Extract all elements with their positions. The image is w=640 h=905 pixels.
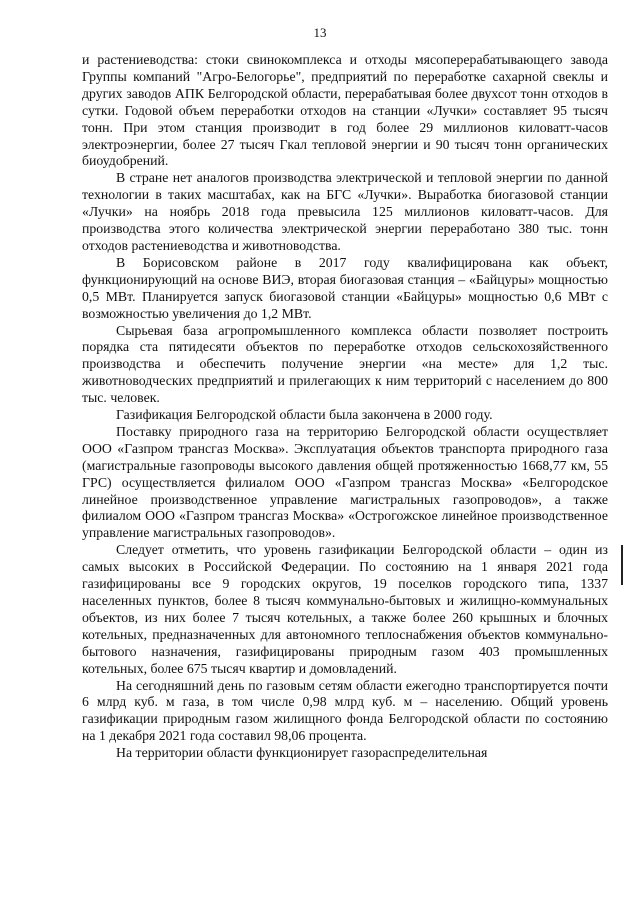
paragraph-gasification-completed: Газификация Белгородской области была закончена в 2000 году. [116, 407, 493, 423]
paragraph-gasification-level: Следует отметить, что уровень газификации Белгородской области – один из самых высоких в Российской Федерации. По состоянию на 1 января 2021 года газифицированы все 9 городских округов, 19 поселков городского типа, 1337 населенных пунктов, более 8 тысяч коммунально-бытовых и жилищно-коммунальных объектов, из них более 7 тысяч котельных, а также более 260 крышных и блочных котельных, предназначенных для автономного теплоснабжения объектов коммунально-бытового назначения, газифицированы природным газом 403 промышленных котельных, более 675 тысяч квартир и домовладений. [82, 542, 608, 676]
paragraph-raw-material-base: Сырьевая база агропромышленного комплекса области позволяет построить порядка ста пятидесяти объектов по переработке отходов сельскохозяйственного производства и обеспечить получение энергии «на месте» для 1,2 тыс. животноводческих предприятий и прилегающих к ним территорий с населением до 800 тыс. человек. [82, 322, 608, 406]
page-number: 13 [313, 25, 327, 40]
paragraph-stations-waste: и растениеводства: стоки свинокомплекса и отходы мясоперерабатывающего завода Группы компаний "Агро-Белогорье", предприятий по переработке сахарной свеклы и других заводов АПК Белгородской области, перерабатывая более двухсот тонн отходов в сутки. Годовой объем переработки отходов на станции «Лучки» составляет 95 тысяч тонн. При этом станция производит в год более 29 миллионов киловатт-часов электроэнергии, более 27 тысяч Гкал тепловой энергии и 90 тысяч тонн органических биоудобрений. [82, 52, 608, 169]
paragraph-gas-distribution: На территории области функционирует газораспределительная [116, 745, 488, 761]
margin-mark [621, 545, 623, 585]
paragraph-gas-transport-volume: На сегодняшний день по газовым сетям области ежегодно транспортируется почти 6 млрд куб. м газа, в том числе 0,98 млрд куб. м – населению. Общий уровень газификации природным газом жилищного фонда Белгородской области по состоянию на 1 декабря 2021 года составил 98,06 процента. [82, 677, 608, 744]
document-body [82, 52, 608, 762]
paragraph-no-analogues: В стране нет аналогов производства электрической и тепловой энергии по данной технологии в таких масштабах, как на БГС «Лучки». Выработка биогазовой станции «Лучки» на ноябрь 2018 года превысила 125 миллионов киловатт-часов. Для производства этого количества электрической энергии переработано 380 тыс. тонн отходов растениеводства и животноводства. [82, 170, 608, 253]
paragraph-gas-supply: Поставку природного газа на территорию Белгородской области осуществляет ООО «Газпром трансгаз Москва». Эксплуатация объектов транспорта природного газа (магистральные газопроводы высокого давления общей протяженностью 1668,77 км, 55 ГРС) осуществляется филиалом ООО «Газпром трансгаз Москва» «Белгородское линейное производственное управление магистральных газопроводов», а также филиалом ООО «Газпром трансгаз Москва» «Острогожское линейное производственное управление магистральных газопроводов». [82, 423, 608, 541]
paragraph-borisovsky-district: В Борисовском районе в 2017 году квалифицирована как объект, функционирующий на основе ВИЭ, вторая биогазовая станция – «Байцуры» мощностью 0,5 МВт. Планируется запуск биогазовой станции «Байцуры» мощностью 0,6 МВт с возможностью увеличения до 1,2 МВт. [82, 254, 608, 321]
